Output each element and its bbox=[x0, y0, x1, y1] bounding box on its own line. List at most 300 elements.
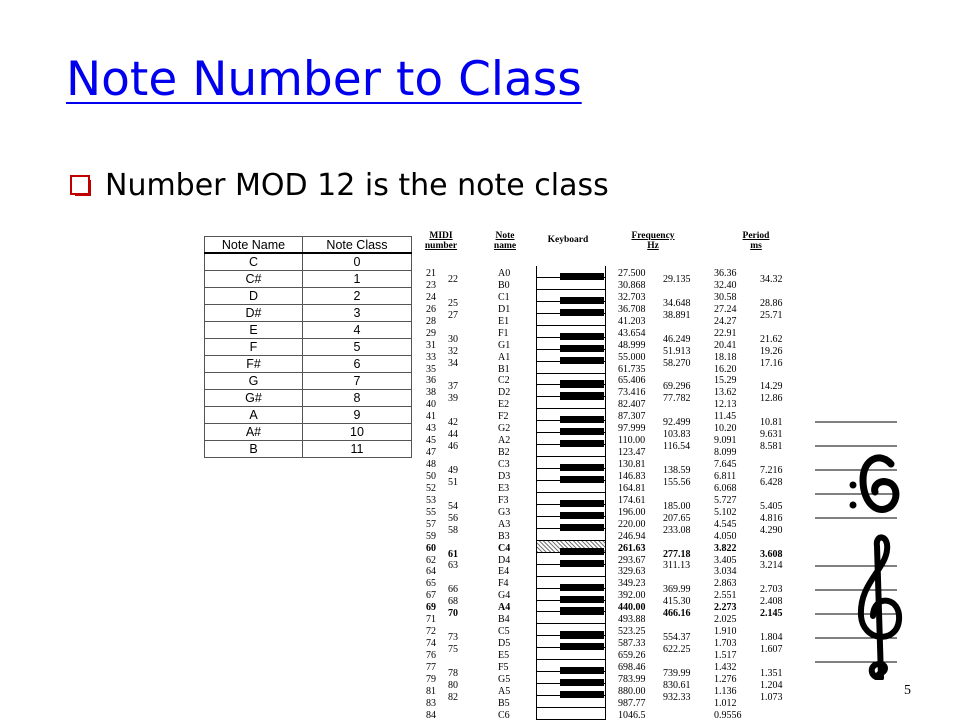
period-value: 4.545 bbox=[714, 518, 737, 530]
midi-number-sharp: 34 bbox=[448, 357, 458, 369]
period-value-sharp bbox=[760, 322, 783, 334]
frequency-value: 783.99 bbox=[618, 673, 646, 685]
note-name: D5 bbox=[498, 638, 511, 650]
period-value-sharp bbox=[760, 489, 783, 501]
midi-number: 72 bbox=[426, 626, 436, 638]
black-key bbox=[560, 643, 604, 650]
period-value: 3.822 bbox=[714, 542, 737, 554]
period-value: 0.9556 bbox=[714, 709, 742, 720]
frequency-value: 41.203 bbox=[618, 315, 646, 327]
frequency-value: 82.407 bbox=[618, 399, 646, 411]
midi-number-sharp bbox=[448, 620, 458, 632]
period-value: 22.91 bbox=[714, 327, 737, 339]
frequency-value: 27.500 bbox=[618, 268, 646, 279]
frequency-value: 698.46 bbox=[618, 661, 646, 673]
frequency-value: 87.307 bbox=[618, 411, 646, 423]
note-name: G1 bbox=[498, 339, 511, 351]
frequency-value: 349.23 bbox=[618, 578, 646, 590]
black-key bbox=[560, 309, 604, 316]
midi-number-sharp: 22 bbox=[448, 273, 458, 285]
midi-number: 81 bbox=[426, 685, 436, 697]
note-class-cell: 3 bbox=[303, 305, 412, 322]
frequency-header: Frequency Hz bbox=[631, 231, 675, 251]
midi-number: 52 bbox=[426, 482, 436, 494]
midi-number: 36 bbox=[426, 375, 436, 387]
period-value-sharp bbox=[760, 405, 783, 417]
frequency-value-sharp bbox=[663, 572, 691, 584]
midi-number-sharp: 37 bbox=[448, 381, 458, 393]
frequency-value-sharp: 155.56 bbox=[663, 476, 691, 488]
note-name: C2 bbox=[498, 375, 510, 387]
frequency-white-column bbox=[618, 268, 646, 720]
note-class-cell: 8 bbox=[303, 390, 412, 407]
note-name: B4 bbox=[498, 614, 510, 626]
period-value-sharp: 1.351 bbox=[760, 667, 783, 679]
black-key bbox=[560, 548, 604, 555]
period-value-sharp: 25.71 bbox=[760, 309, 783, 321]
black-key bbox=[560, 667, 604, 674]
period-value: 5.727 bbox=[714, 494, 737, 506]
period-value-sharp: 10.81 bbox=[760, 417, 783, 429]
note-name: C4 bbox=[498, 542, 511, 554]
table-row bbox=[205, 253, 412, 271]
note-class-cell: 6 bbox=[303, 356, 412, 373]
black-key bbox=[560, 297, 604, 304]
frequency-value-sharp: 29.135 bbox=[663, 273, 691, 285]
midi-number-sharp bbox=[448, 369, 458, 381]
period-value: 30.58 bbox=[714, 291, 737, 303]
period-value-sharp: 21.62 bbox=[760, 333, 783, 345]
midi-number: 23 bbox=[426, 279, 436, 291]
period-value-sharp: 3.214 bbox=[760, 560, 783, 572]
midi-number: 79 bbox=[426, 673, 436, 685]
note-name: A3 bbox=[498, 518, 511, 530]
note-name: A0 bbox=[498, 268, 511, 279]
note-name: C5 bbox=[498, 626, 510, 638]
frequency-value: 123.47 bbox=[618, 447, 646, 459]
midi-number-sharp: 78 bbox=[448, 667, 458, 679]
frequency-value-sharp: 58.270 bbox=[663, 357, 691, 369]
period-value: 2.025 bbox=[714, 614, 737, 626]
period-value-sharp: 12.86 bbox=[760, 393, 783, 405]
table-row bbox=[205, 407, 412, 424]
midi-number: 69 bbox=[426, 602, 436, 614]
period-value: 9.091 bbox=[714, 435, 737, 447]
midi-number: 33 bbox=[426, 351, 436, 363]
note-name-cell: G# bbox=[205, 390, 303, 407]
midi-number: 29 bbox=[426, 327, 436, 339]
midi-number-sharp: 56 bbox=[448, 512, 458, 524]
table-row bbox=[205, 322, 412, 339]
black-key bbox=[560, 500, 604, 507]
midi-number: 31 bbox=[426, 339, 436, 351]
black-key bbox=[560, 584, 604, 591]
note-name-cell: D# bbox=[205, 305, 303, 322]
midi-number: 47 bbox=[426, 447, 436, 459]
midi-number-sharp: 75 bbox=[448, 644, 458, 656]
midi-number: 50 bbox=[426, 470, 436, 482]
period-value: 4.050 bbox=[714, 530, 737, 542]
period-value-sharp bbox=[760, 453, 783, 465]
note-name: B5 bbox=[498, 697, 510, 709]
frequency-value: 523.25 bbox=[618, 626, 646, 638]
keyboard-header: Keyboard bbox=[547, 235, 589, 245]
period-value-sharp: 3.608 bbox=[760, 548, 783, 560]
note-class-cell: 2 bbox=[303, 288, 412, 305]
period-value: 15.29 bbox=[714, 375, 737, 387]
square-bullet-icon bbox=[70, 175, 92, 197]
midi-number: 62 bbox=[426, 554, 436, 566]
white-key bbox=[536, 708, 606, 720]
frequency-value-sharp: 46.249 bbox=[663, 333, 691, 345]
table-row bbox=[205, 288, 412, 305]
frequency-value-sharp bbox=[663, 656, 691, 668]
period-value: 6.811 bbox=[714, 470, 737, 482]
midi-number-sharp: 42 bbox=[448, 417, 458, 429]
frequency-value-sharp: 311.13 bbox=[663, 560, 691, 572]
music-staff-clefs bbox=[815, 420, 960, 680]
frequency-value: 880.00 bbox=[618, 685, 646, 697]
frequency-value: 30.868 bbox=[618, 279, 646, 291]
midi-number-sharp: 63 bbox=[448, 560, 458, 572]
midi-number: 84 bbox=[426, 709, 436, 720]
note-class-cell: 7 bbox=[303, 373, 412, 390]
period-value: 1.910 bbox=[714, 626, 737, 638]
period-value-sharp: 9.631 bbox=[760, 429, 783, 441]
midi-number-sharp: 68 bbox=[448, 596, 458, 608]
period-value: 2.863 bbox=[714, 578, 737, 590]
midi-number: 40 bbox=[426, 399, 436, 411]
frequency-value-sharp bbox=[663, 369, 691, 381]
midi-number: 45 bbox=[426, 435, 436, 447]
note-name: G2 bbox=[498, 423, 511, 435]
note-name-cell: E bbox=[205, 322, 303, 339]
midi-number-sharp: 30 bbox=[448, 333, 458, 345]
period-value-sharp: 2.408 bbox=[760, 596, 783, 608]
period-value: 5.102 bbox=[714, 506, 737, 518]
note-name: D4 bbox=[498, 554, 511, 566]
note-name: C1 bbox=[498, 291, 510, 303]
period-value: 8.099 bbox=[714, 447, 737, 459]
period-value-sharp bbox=[760, 656, 783, 668]
period-value: 12.13 bbox=[714, 399, 737, 411]
period-value-sharp: 1.204 bbox=[760, 679, 783, 691]
frequency-value: 65.406 bbox=[618, 375, 646, 387]
period-value-sharp: 7.216 bbox=[760, 464, 783, 476]
table-row bbox=[205, 305, 412, 322]
note-name: F2 bbox=[498, 411, 509, 423]
midi-number-sharp: 25 bbox=[448, 297, 458, 309]
midi-number-sharp: 27 bbox=[448, 309, 458, 321]
frequency-value: 97.999 bbox=[618, 423, 646, 435]
midi-number-sharp bbox=[448, 537, 458, 549]
page-number: 5 bbox=[904, 683, 911, 698]
note-name: A5 bbox=[498, 685, 511, 697]
frequency-value: 164.81 bbox=[618, 482, 646, 494]
period-value: 3.034 bbox=[714, 566, 737, 578]
midi-number-sharp bbox=[448, 656, 458, 668]
frequency-value-sharp bbox=[663, 537, 691, 549]
frequency-value: 32.703 bbox=[618, 291, 646, 303]
midi-number-sharp bbox=[448, 572, 458, 584]
period-value-sharp bbox=[760, 704, 783, 716]
period-value-sharp: 4.816 bbox=[760, 512, 783, 524]
treble-clef-icon bbox=[861, 537, 899, 678]
frequency-value: 987.77 bbox=[618, 697, 646, 709]
note-name: D1 bbox=[498, 303, 511, 315]
note-name-cell: F bbox=[205, 339, 303, 356]
midi-number: 74 bbox=[426, 638, 436, 650]
note-name: E4 bbox=[498, 566, 510, 578]
black-key bbox=[560, 524, 604, 531]
midi-number-sharp: 32 bbox=[448, 345, 458, 357]
frequency-value-sharp: 830.61 bbox=[663, 679, 691, 691]
note-class-cell: 10 bbox=[303, 424, 412, 441]
period-value: 2.551 bbox=[714, 590, 737, 602]
note-name: F3 bbox=[498, 494, 509, 506]
black-key bbox=[560, 357, 604, 364]
table-row bbox=[205, 390, 412, 407]
midi-number: 71 bbox=[426, 614, 436, 626]
note-name: A4 bbox=[498, 602, 511, 614]
frequency-value-sharp: 369.99 bbox=[663, 584, 691, 596]
period-value-sharp: 6.428 bbox=[760, 476, 783, 488]
period-value: 1.012 bbox=[714, 697, 737, 709]
frequency-value-sharp: 185.00 bbox=[663, 500, 691, 512]
note-name: G5 bbox=[498, 673, 511, 685]
frequency-value: 110.00 bbox=[618, 435, 646, 447]
frequency-value: 55.000 bbox=[618, 351, 646, 363]
frequency-value: 61.735 bbox=[618, 363, 646, 375]
frequency-value-sharp: 233.08 bbox=[663, 524, 691, 536]
table-row bbox=[205, 441, 412, 458]
frequency-value: 130.81 bbox=[618, 459, 646, 470]
midi-number: 38 bbox=[426, 387, 436, 399]
period-value-sharp: 14.29 bbox=[760, 381, 783, 393]
period-value-sharp: 1.804 bbox=[760, 632, 783, 644]
frequency-value-sharp: 103.83 bbox=[663, 429, 691, 441]
note-name: B3 bbox=[498, 530, 510, 542]
frequency-value: 174.61 bbox=[618, 494, 646, 506]
period-value-sharp: 1.073 bbox=[760, 691, 783, 703]
frequency-value-sharp: 69.296 bbox=[663, 381, 691, 393]
period-value-sharp: 17.16 bbox=[760, 357, 783, 369]
frequency-value: 392.00 bbox=[618, 590, 646, 602]
period-value-sharp: 19.26 bbox=[760, 345, 783, 357]
frequency-value: 43.654 bbox=[618, 327, 646, 339]
midi-number: 28 bbox=[426, 315, 436, 327]
period-value-sharp bbox=[760, 286, 783, 298]
note-name-cell: B bbox=[205, 441, 303, 458]
period-value-sharp: 8.581 bbox=[760, 441, 783, 453]
period-value-sharp bbox=[760, 537, 783, 549]
period-white-column bbox=[714, 268, 742, 720]
frequency-value: 220.00 bbox=[618, 518, 646, 530]
frequency-value-sharp: 415.30 bbox=[663, 596, 691, 608]
note-name: D3 bbox=[498, 470, 511, 482]
midi-number-sharp bbox=[448, 405, 458, 417]
midi-number-sharp bbox=[448, 286, 458, 298]
frequency-value: 246.94 bbox=[618, 530, 646, 542]
note-name: B0 bbox=[498, 279, 510, 291]
midi-number-sharp bbox=[448, 322, 458, 334]
note-name: D2 bbox=[498, 387, 511, 399]
note-name: A1 bbox=[498, 351, 511, 363]
period-value-sharp: 1.607 bbox=[760, 644, 783, 656]
frequency-black-column bbox=[663, 274, 691, 716]
frequency-value: 196.00 bbox=[618, 506, 646, 518]
note-class-cell: 0 bbox=[303, 253, 412, 271]
table-header-row bbox=[205, 237, 412, 254]
period-value: 27.24 bbox=[714, 303, 737, 315]
frequency-value: 329.63 bbox=[618, 566, 646, 578]
midi-reference-chart bbox=[418, 226, 818, 720]
midi-number: 67 bbox=[426, 590, 436, 602]
period-value: 1.432 bbox=[714, 661, 737, 673]
midi-number: 57 bbox=[426, 518, 436, 530]
midi-number-sharp: 73 bbox=[448, 632, 458, 644]
period-value-sharp: 2.145 bbox=[760, 608, 783, 620]
table-row bbox=[205, 339, 412, 356]
frequency-value: 36.708 bbox=[618, 303, 646, 315]
midi-number-sharp: 54 bbox=[448, 500, 458, 512]
frequency-value-sharp: 207.65 bbox=[663, 512, 691, 524]
period-value: 6.068 bbox=[714, 482, 737, 494]
note-name: F5 bbox=[498, 661, 509, 673]
period-black-column bbox=[760, 274, 783, 716]
period-value-sharp: 34.32 bbox=[760, 273, 783, 285]
frequency-value: 293.67 bbox=[618, 554, 646, 566]
frequency-value-sharp: 138.59 bbox=[663, 464, 691, 476]
black-key bbox=[560, 679, 604, 686]
frequency-value-sharp: 116.54 bbox=[663, 441, 691, 453]
period-value: 16.20 bbox=[714, 363, 737, 375]
note-name: A2 bbox=[498, 435, 511, 447]
note-name: G4 bbox=[498, 590, 511, 602]
midi-number-sharp: 46 bbox=[448, 441, 458, 453]
note-name-cell: G bbox=[205, 373, 303, 390]
black-key bbox=[560, 464, 604, 471]
note-name: F4 bbox=[498, 578, 509, 590]
midi-number: 48 bbox=[426, 459, 436, 470]
period-value: 10.20 bbox=[714, 423, 737, 435]
black-key bbox=[560, 560, 604, 567]
piano-keyboard bbox=[536, 266, 606, 720]
frequency-value: 1046.5 bbox=[618, 709, 646, 720]
midi-number: 53 bbox=[426, 494, 436, 506]
midi-number: 60 bbox=[426, 542, 436, 554]
frequency-value-sharp bbox=[663, 453, 691, 465]
period-value: 20.41 bbox=[714, 339, 737, 351]
frequency-value-sharp: 77.782 bbox=[663, 393, 691, 405]
midi-white-column bbox=[426, 268, 436, 720]
slide-title: Note Number to Class bbox=[66, 52, 582, 107]
black-key bbox=[560, 440, 604, 447]
period-value: 24.27 bbox=[714, 315, 737, 327]
table-row bbox=[205, 356, 412, 373]
note-name-cell: D bbox=[205, 288, 303, 305]
midi-number: 64 bbox=[426, 566, 436, 578]
frequency-value-sharp: 34.648 bbox=[663, 297, 691, 309]
midi-number-sharp: 80 bbox=[448, 679, 458, 691]
midi-number-sharp: 51 bbox=[448, 476, 458, 488]
frequency-value-sharp bbox=[663, 322, 691, 334]
bullet-point bbox=[70, 168, 609, 203]
period-value: 2.273 bbox=[714, 602, 737, 614]
period-value: 13.62 bbox=[714, 387, 737, 399]
period-value-sharp bbox=[760, 369, 783, 381]
header-note-class: Note Class bbox=[303, 237, 412, 254]
midi-number: 21 bbox=[426, 268, 436, 279]
note-name: B1 bbox=[498, 363, 510, 375]
period-value-sharp bbox=[760, 572, 783, 584]
midi-number-sharp: 44 bbox=[448, 429, 458, 441]
black-key bbox=[560, 596, 604, 603]
period-value: 32.40 bbox=[714, 279, 737, 291]
frequency-value: 659.26 bbox=[618, 650, 646, 661]
midi-number: 65 bbox=[426, 578, 436, 590]
midi-number: 41 bbox=[426, 411, 436, 423]
header-note-name: Note Name bbox=[205, 237, 303, 254]
note-name-column bbox=[498, 268, 510, 720]
note-class-cell: 5 bbox=[303, 339, 412, 356]
midi-number: 83 bbox=[426, 697, 436, 709]
black-key bbox=[560, 345, 604, 352]
period-value: 1.703 bbox=[714, 638, 737, 650]
black-key bbox=[560, 273, 604, 280]
midi-number-sharp: 66 bbox=[448, 584, 458, 596]
frequency-value-sharp: 51.913 bbox=[663, 345, 691, 357]
midi-number-sharp: 58 bbox=[448, 524, 458, 536]
period-value: 3.405 bbox=[714, 554, 737, 566]
black-key bbox=[560, 380, 604, 387]
period-value-sharp bbox=[760, 620, 783, 632]
frequency-value: 73.416 bbox=[618, 387, 646, 399]
midi-number: 77 bbox=[426, 661, 436, 673]
bullet-text: Number MOD 12 is the note class bbox=[105, 168, 609, 203]
midi-number: 59 bbox=[426, 530, 436, 542]
black-key bbox=[560, 392, 604, 399]
period-value-sharp: 4.290 bbox=[760, 524, 783, 536]
note-name: C3 bbox=[498, 459, 510, 470]
period-value-sharp: 2.703 bbox=[760, 584, 783, 596]
note-name: E5 bbox=[498, 650, 510, 661]
frequency-value-sharp bbox=[663, 286, 691, 298]
period-value: 11.45 bbox=[714, 411, 737, 423]
note-name: G3 bbox=[498, 506, 511, 518]
midi-number-sharp: 49 bbox=[448, 464, 458, 476]
frequency-value: 48.999 bbox=[618, 339, 646, 351]
note-name-cell: C# bbox=[205, 271, 303, 288]
note-name: F1 bbox=[498, 327, 509, 339]
midi-number-sharp: 70 bbox=[448, 608, 458, 620]
black-key bbox=[560, 631, 604, 638]
frequency-value-sharp bbox=[663, 704, 691, 716]
table-row bbox=[205, 424, 412, 441]
note-class-cell: 4 bbox=[303, 322, 412, 339]
note-name-cell: F# bbox=[205, 356, 303, 373]
period-header: Period ms bbox=[742, 231, 770, 251]
frequency-value-sharp bbox=[663, 489, 691, 501]
note-class-cell: 11 bbox=[303, 441, 412, 458]
frequency-value-sharp bbox=[663, 405, 691, 417]
midi-number: 43 bbox=[426, 423, 436, 435]
midi-number-sharp: 39 bbox=[448, 393, 458, 405]
note-name-cell: C bbox=[205, 253, 303, 271]
period-value: 1.517 bbox=[714, 650, 737, 661]
midi-number: 55 bbox=[426, 506, 436, 518]
frequency-value-sharp: 622.25 bbox=[663, 644, 691, 656]
